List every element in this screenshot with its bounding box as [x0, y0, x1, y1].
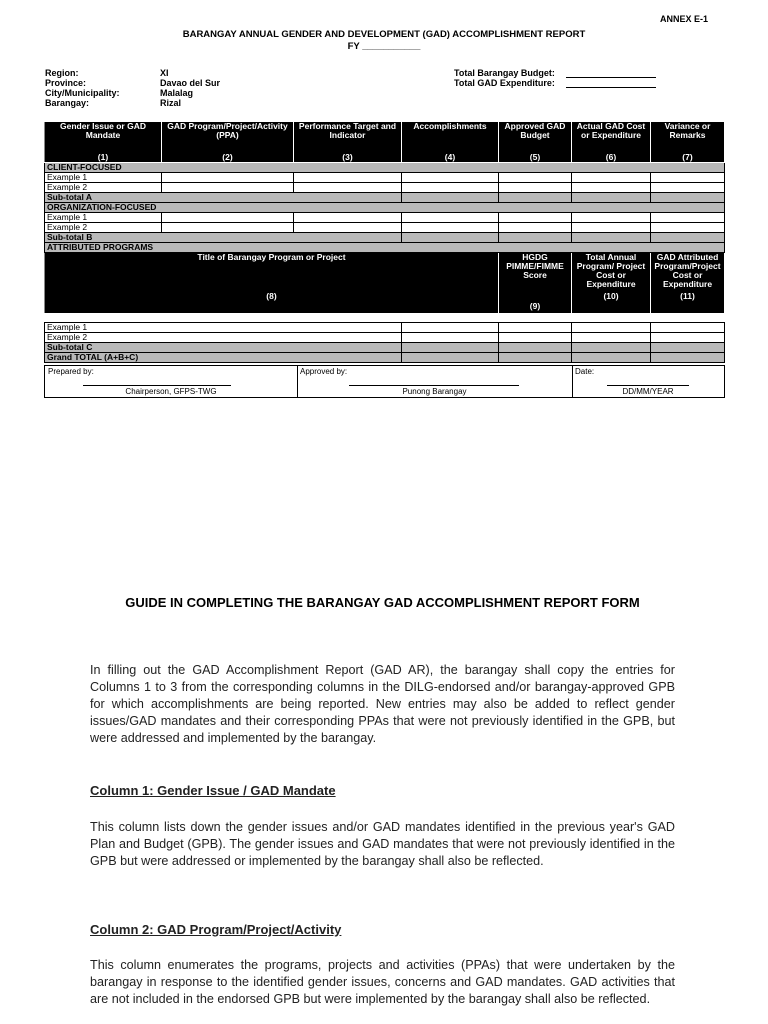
total-gad-field[interactable] — [566, 79, 656, 88]
table-row — [45, 183, 725, 193]
city-value: Malalag — [160, 88, 194, 98]
region-value: XI — [160, 68, 169, 78]
header-num: (6) — [605, 152, 617, 162]
row-label: Example 2 — [45, 333, 402, 343]
date-line[interactable] — [607, 385, 689, 386]
barangay-value: Rizal — [160, 98, 182, 108]
header-text: Performance Target and Indicator — [298, 121, 397, 140]
header-total-annual-cost — [572, 253, 651, 314]
header-attributed-cost — [651, 253, 725, 314]
header-gender-issue — [45, 122, 162, 163]
row-label: Example 1 — [45, 323, 402, 333]
header-num: (8) — [266, 291, 277, 301]
chairperson-title: Chairperson, GFPS-TWG — [125, 387, 217, 396]
approved-by-label: Approved by: — [300, 367, 348, 376]
total-budget-field[interactable] — [566, 69, 656, 78]
region-label: Region: — [45, 68, 79, 78]
province-row — [45, 78, 220, 88]
prepared-by-cell — [45, 366, 298, 397]
header-actual-cost — [572, 122, 651, 163]
header-ppa — [162, 122, 294, 163]
signature-block — [44, 365, 725, 398]
header-num: (1) — [97, 152, 109, 162]
subtotal-a-row — [45, 193, 725, 203]
guide-title: GUIDE IN COMPLETING THE BARANGAY GAD ACCOMPLISHMENT REPORT FORM — [125, 595, 640, 610]
date-label: Date: — [575, 367, 595, 376]
gad-accomplishment-table — [44, 121, 725, 314]
region-row — [45, 68, 220, 78]
header-program-title — [45, 253, 499, 314]
budget-info — [454, 68, 656, 88]
total-budget-label: Total Barangay Budget: — [454, 68, 555, 78]
column-1-heading: Column 1: Gender Issue / GAD Mandate — [90, 783, 336, 798]
row-label: Example 2 — [45, 183, 162, 193]
header-accomplishments — [402, 122, 499, 163]
table-header-row — [45, 122, 725, 163]
column-2-heading: Column 2: GAD Program/Project/Activity — [90, 922, 342, 937]
attributed-programs-table — [44, 322, 725, 363]
header-text: Total Annual Program/ Project Cost or Expenditure — [576, 252, 646, 289]
header-text: GAD Attributed Program/Project Cost or Expenditure — [654, 252, 721, 289]
guide-intro: In filling out the GAD Accomplishment Report (GAD AR), the barangay shall copy the entries for Columns 1 to 3 from the corresponding columns in the DILG-endorsed and/or barangay-approved GPB for which accomplishments are being reported. New entries may also be added to reflect gender issues/GAD mandates and their corresponding PPAs that were not previously identified in the GPB, but were addressed and implemented by the barangay. — [90, 663, 675, 745]
section-label: ORGANIZATION-FOCUSED — [45, 203, 725, 213]
subtotal-b-row — [45, 233, 725, 243]
header-num: (2) — [222, 152, 233, 162]
table-row — [45, 173, 725, 183]
header-text: Title of Barangay Program or Project — [197, 252, 346, 262]
header-approved-budget — [499, 122, 572, 163]
header-text: Variance or Remarks — [664, 121, 711, 140]
table-row — [45, 323, 725, 333]
report-title-block — [44, 29, 724, 53]
report-title: BARANGAY ANNUAL GENDER AND DEVELOPMENT (GAD) ACCOMPLISHMENT REPORT — [182, 29, 586, 40]
grand-total-row — [45, 353, 725, 363]
row-label: Example 1 — [45, 213, 162, 223]
prepared-by-label: Prepared by: — [48, 367, 94, 376]
header-text: Actual GAD Cost or Expenditure — [576, 121, 646, 140]
column-1-text: This column lists down the gender issues and/or GAD mandates identified in the previous year's GAD Plan and Budget (GPB). The gender issues and GAD mandates that were not previously identified in the GPB but were addressed or implemented by the barangay shall also be reflected. — [90, 820, 675, 868]
section-label: CLIENT-FOCUSED — [45, 163, 725, 173]
table-row — [45, 333, 725, 343]
header-text: Approved GAD Budget — [504, 121, 566, 140]
section-client-focused — [45, 163, 725, 173]
row-label: Example 1 — [45, 173, 162, 183]
table-row — [45, 213, 725, 223]
subtotal-label: Sub-total C — [45, 343, 402, 353]
header-variance — [651, 122, 725, 163]
section-label: ATTRIBUTED PROGRAMS — [45, 243, 725, 253]
header-num: (9) — [529, 301, 541, 311]
fiscal-year: FY ___________ — [347, 41, 421, 52]
header-num: (10) — [603, 291, 619, 301]
city-row — [45, 88, 220, 98]
subtotal-label: Sub-total B — [45, 233, 402, 243]
approved-by-signature-line[interactable] — [349, 385, 519, 386]
annex-label: ANNEX E-1 — [660, 14, 709, 24]
table-row — [45, 223, 725, 233]
province-value: Davao del Sur — [160, 78, 221, 88]
section-organization-focused — [45, 203, 725, 213]
header-num: (3) — [342, 152, 353, 162]
total-gad-row — [454, 78, 656, 88]
barangay-label: Barangay: — [45, 98, 90, 108]
section-attributed-programs — [45, 243, 725, 253]
location-info — [45, 68, 220, 108]
header-text: HGDG PIMME/FIMME Score — [506, 252, 564, 280]
grand-total-label: Grand TOTAL (A+B+C) — [45, 353, 402, 363]
header-text: Accomplishments — [413, 121, 487, 131]
date-format: DD/MM/YEAR — [622, 387, 674, 396]
approved-by-cell — [297, 366, 573, 397]
subtotal-c-row — [45, 343, 725, 353]
header-text: GAD Program/Project/Activity (PPA) — [167, 121, 288, 140]
date-cell — [572, 366, 724, 397]
prepared-by-signature-line[interactable] — [83, 385, 231, 386]
total-budget-row — [454, 68, 656, 78]
header-target — [294, 122, 402, 163]
subtotal-label: Sub-total A — [45, 193, 402, 203]
header-num: (5) — [529, 152, 541, 162]
attributed-header-row — [45, 253, 725, 314]
column-2-text: This column enumerates the programs, projects and activities (PPAs) that were undertaken by the barangay in response to the identified gender issues, concerns and GAD mandates. GAD activities that are not included in the endorsed GPB but were implemented by the barangay shall also be reflected. — [90, 958, 675, 1006]
row-label: Example 2 — [45, 223, 162, 233]
header-num: (7) — [682, 152, 693, 162]
header-hgdg-score — [499, 253, 572, 314]
city-label: City/Municipality: — [45, 88, 120, 98]
header-num: (4) — [444, 152, 456, 162]
total-gad-label: Total GAD Expenditure: — [454, 78, 555, 88]
punong-barangay-title: Punong Barangay — [402, 387, 467, 396]
barangay-row — [45, 98, 220, 108]
header-num: (11) — [680, 291, 695, 301]
header-text: Gender Issue or GAD Mandate — [60, 121, 146, 140]
province-label: Province: — [45, 78, 87, 88]
